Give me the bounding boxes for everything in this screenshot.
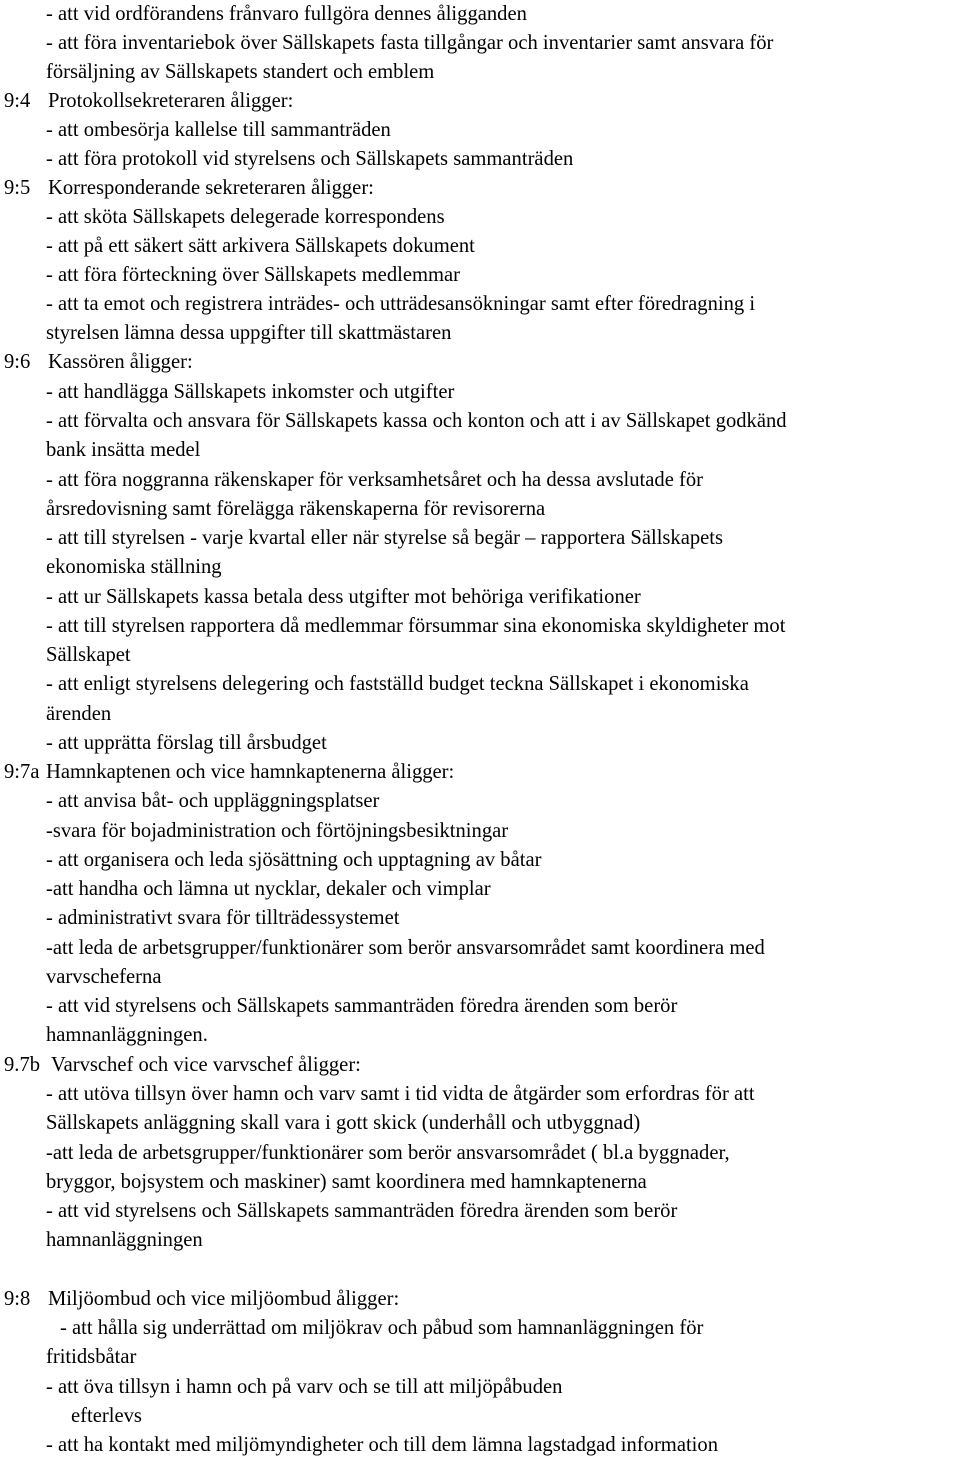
section-heading: Kassören åligger: (48, 351, 193, 373)
section-heading: Hamnkaptenen och vice hamnkaptenerna åligger: (46, 761, 455, 783)
section-9-6 (2, 348, 960, 377)
text-line: - att utöva tillsyn över hamn och varv samt i tid vidta de åtgärder som erfordras för att (46, 1083, 755, 1105)
text-line: - att vid ordförandens frånvaro fullgöra dennes åligganden (46, 3, 527, 25)
text-line: styrelsen lämna dessa uppgifter till skattmästaren (46, 322, 452, 344)
text-line: - att föra förteckning över Sällskapets medlemmar (46, 264, 461, 286)
text-line: -att handha och lämna ut nycklar, dekaler och vimplar (46, 878, 491, 900)
section-9-4 (2, 87, 960, 116)
section-9-8 (2, 1285, 960, 1314)
section-number: 9:5 (4, 177, 31, 199)
text-line: fritidsbåtar (46, 1346, 137, 1368)
text-line: - att föra noggranna räkenskaper för verksamhetsåret och ha dessa avslutade för (46, 469, 703, 491)
text-line: - administrativt svara för tillträdessystemet (46, 907, 400, 929)
section-number: 9:6 (4, 351, 31, 373)
text-line: - att ta emot och registrera inträdes- och utträdesansökningar samt efter föredragning i (46, 293, 756, 315)
section-number: 9:7a (4, 761, 40, 783)
text-line: - att vid styrelsens och Sällskapets sammanträden föredra ärenden som berör (46, 1200, 678, 1222)
section-number: 9.7b (4, 1054, 41, 1076)
text-line: - att förvalta och ansvara för Sällskapets kassa och konton och att i av Sällskapet godkänd (46, 410, 787, 432)
text-line: - att ha kontakt med miljömyndigheter och till dem lämna lagstadgad information (46, 1434, 718, 1456)
text-line: -att leda de arbetsgrupper/funktionärer som berör ansvarsområdet samt koordinera med (46, 937, 765, 959)
text-line: efterlevs (71, 1405, 142, 1427)
text-line: - att enligt styrelsens delegering och fastställd budget teckna Sällskapet i ekonomiska (46, 673, 749, 695)
text-line: - att anvisa båt- och uppläggningsplatser (46, 790, 380, 812)
text-line: - att ombesörja kallelse till sammanträden (46, 119, 391, 141)
text-line: - att upprätta förslag till årsbudget (46, 732, 327, 754)
text-line: - att vid styrelsens och Sällskapets sammanträden föredra ärenden som berör (46, 995, 678, 1017)
section-number: 9:4 (4, 90, 31, 112)
text-line: - att ur Sällskapets kassa betala dess utgifter mot behöriga verifikationer (46, 586, 641, 608)
text-line: - att föra inventariebok över Sällskapets fasta tillgångar och inventarier samt ansvara för (46, 32, 774, 54)
text-line: ärenden (46, 703, 112, 725)
text-line: hamnanläggningen (46, 1229, 203, 1251)
section-9-5 (2, 174, 960, 203)
text-line: Sällskapets anläggning skall vara i gott skick (underhåll och utbyggnad) (46, 1112, 641, 1134)
section-9-7a (2, 758, 960, 787)
section-heading: Korresponderande sekreteraren åligger: (48, 177, 374, 199)
text-line: ekonomiska ställning (46, 556, 222, 578)
text-line: årsredovisning samt förelägga räkenskaperna för revisorerna (46, 498, 546, 520)
section-number: 9:8 (4, 1288, 31, 1310)
text-line: - att hålla sig underrättad om miljökrav och påbud som hamnanläggningen för (60, 1317, 704, 1339)
section-heading: Varvschef och vice varvschef åligger: (51, 1054, 361, 1076)
text-line: - att till styrelsen rapportera då medlemmar försummar sina ekonomiska skyldigheter mot (46, 615, 786, 637)
text-line: -att leda de arbetsgrupper/funktionärer som berör ansvarsområdet ( bl.a byggnader, (46, 1142, 730, 1164)
text-line: - att till styrelsen - varje kvartal eller när styrelse så begär – rapportera Sällskapets (46, 527, 724, 549)
text-line: - att sköta Sällskapets delegerade korrespondens (46, 206, 445, 228)
text-line: Sällskapet (46, 644, 131, 666)
section-heading: Protokollsekreteraren åligger: (48, 90, 294, 112)
text-line: - att på ett säkert sätt arkivera Sällskapets dokument (46, 235, 475, 257)
text-line: -svara för bojadministration och förtöjningsbesiktningar (46, 820, 509, 842)
text-line: hamnanläggningen. (46, 1024, 208, 1046)
text-line: varvscheferna (46, 966, 162, 988)
section-heading: Miljöombud och vice miljöombud åligger: (48, 1288, 400, 1310)
text-line: försäljning av Sällskapets standert och emblem (46, 61, 435, 83)
text-line: bank insätta medel (46, 439, 201, 461)
text-line: - att öva tillsyn i hamn och på varv och se till att miljöpåbuden (46, 1376, 563, 1398)
text-line: - att handlägga Sällskapets inkomster och utgifter (46, 381, 455, 403)
text-line: bryggor, bojsystem och maskiner) samt koordinera med hamnkaptenerna (46, 1171, 647, 1193)
section-9-7b (2, 1051, 960, 1080)
text-line: - att föra protokoll vid styrelsens och Sällskapets sammanträden (46, 148, 574, 170)
text-line: - att organisera och leda sjösättning och upptagning av båtar (46, 849, 542, 871)
